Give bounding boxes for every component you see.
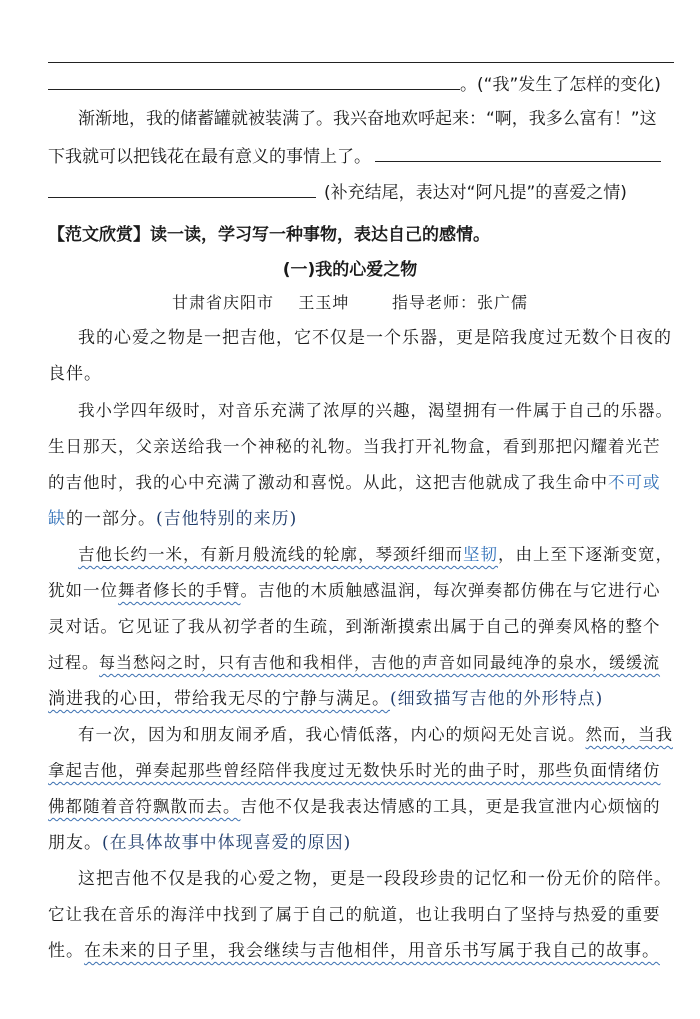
p2-line-2: 生日那天，父亲送给我一个神秘的礼物。当我打开礼物盒，看到那把闪耀着光芒	[48, 437, 661, 456]
essay-title: (一)我的心爱之物	[282, 260, 418, 280]
story-text-line-1: 渐渐地，我的储蓄罐就被装满了。我兴奋地欢呼起来：“啊，我多么富有！”这	[78, 109, 657, 129]
p4-line-1: 有一次，因为和朋友闹矛盾，我心情低落，内心的烦闷无处言说。然而，当我	[78, 725, 673, 744]
p5-line-2: 它让我在音乐的海洋中找到了属于自己的航道，也让我明白了坚持与热爱的重要	[48, 905, 661, 924]
p2-line-4: 缺的一部分。(吉他特别的来历)	[48, 509, 298, 529]
answer-line-3	[48, 178, 627, 206]
p3-line-3: 灵对话。它见证了我从初学者的生疏，到渐渐摸索出属于自己的弹奏风格的整个	[48, 617, 661, 636]
appreciation-tag: 【范文欣赏】	[48, 225, 150, 245]
story-text-line-2: 下我就可以把钱花在最有意义的事情上了。	[48, 142, 661, 170]
appreciation-instruction: 读一读，学习写一种事物，表达自己的感情。	[150, 225, 490, 245]
answer-blank-2[interactable]	[375, 142, 661, 162]
appreciation-heading	[48, 222, 490, 248]
p5-line-1: 这把吉他不仅是我的心爱之物，更是一段段珍贵的记忆和一份无价的陪伴。	[78, 869, 672, 889]
p3-line-5: 淌进我的心田，带给我无尽的宁静与满足。(细致描写吉他的外形特点)	[48, 689, 604, 709]
answer-line-1	[48, 70, 661, 98]
p3-line-4: 过程。每当愁闷之时，只有吉他和我相伴，吉他的声音如同最纯净的泉水，缓缓流	[48, 653, 661, 672]
answer-blank-1[interactable]	[48, 70, 460, 90]
p2-line-3: 的吉他时，我的心中充满了激动和喜悦。从此，这把吉他就成了我生命中不可或	[48, 473, 661, 492]
margin-note: (吉他特别的来历)	[156, 509, 298, 529]
top-rule	[48, 62, 674, 63]
p4-line-4: 朋友。(在具体故事中体现喜爱的原因)	[48, 833, 352, 853]
p3-line-2: 犹如一位舞者修长的手臂。吉他的木质触感温润，每次弹奏都仿佛在与它进行心	[48, 581, 661, 600]
p4-line-3: 佛都随着音符飘散而去。吉他不仅是我表达情感的工具，更是我宣泄内心烦恼的	[48, 797, 661, 816]
highlight-word: 不可或	[608, 473, 661, 492]
p2-line-1: 我小学四年级时，对音乐充满了浓厚的兴趣，渴望拥有一件属于自己的乐器。	[78, 401, 673, 420]
p3-line-1: 吉他长约一米，有新月般流线的轮廓，琴颈纤细而坚韧，由上至下逐渐变宽，	[78, 545, 673, 564]
p1-line-1: 我的心爱之物是一把吉他，它不仅是一个乐器，更是陪我度过无数个日夜的	[78, 328, 672, 348]
p1-line-2: 良伴。	[48, 364, 102, 384]
margin-note: (细致描写吉他的外形特点)	[390, 689, 604, 709]
author-line: 甘肃省庆阳市 王玉坤 指导老师：张广儒	[172, 293, 528, 312]
change-prompt: 。(“我”发生了怎样的变化)	[460, 75, 661, 95]
margin-note: (在具体故事中体现喜爱的原因)	[102, 833, 352, 853]
p4-line-2: 拿起吉他，弹奏起那些曾经陪伴我度过无数快乐时光的曲子时，那些负面情绪仿	[48, 761, 661, 780]
answer-blank-3[interactable]	[48, 178, 316, 198]
ending-prompt: (补充结尾，表达对“阿凡提”的喜爱之情)	[324, 183, 627, 203]
p5-line-3: 性。在未来的日子里，我会继续与吉他相伴，用音乐书写属于我自己的故事。	[48, 941, 660, 961]
